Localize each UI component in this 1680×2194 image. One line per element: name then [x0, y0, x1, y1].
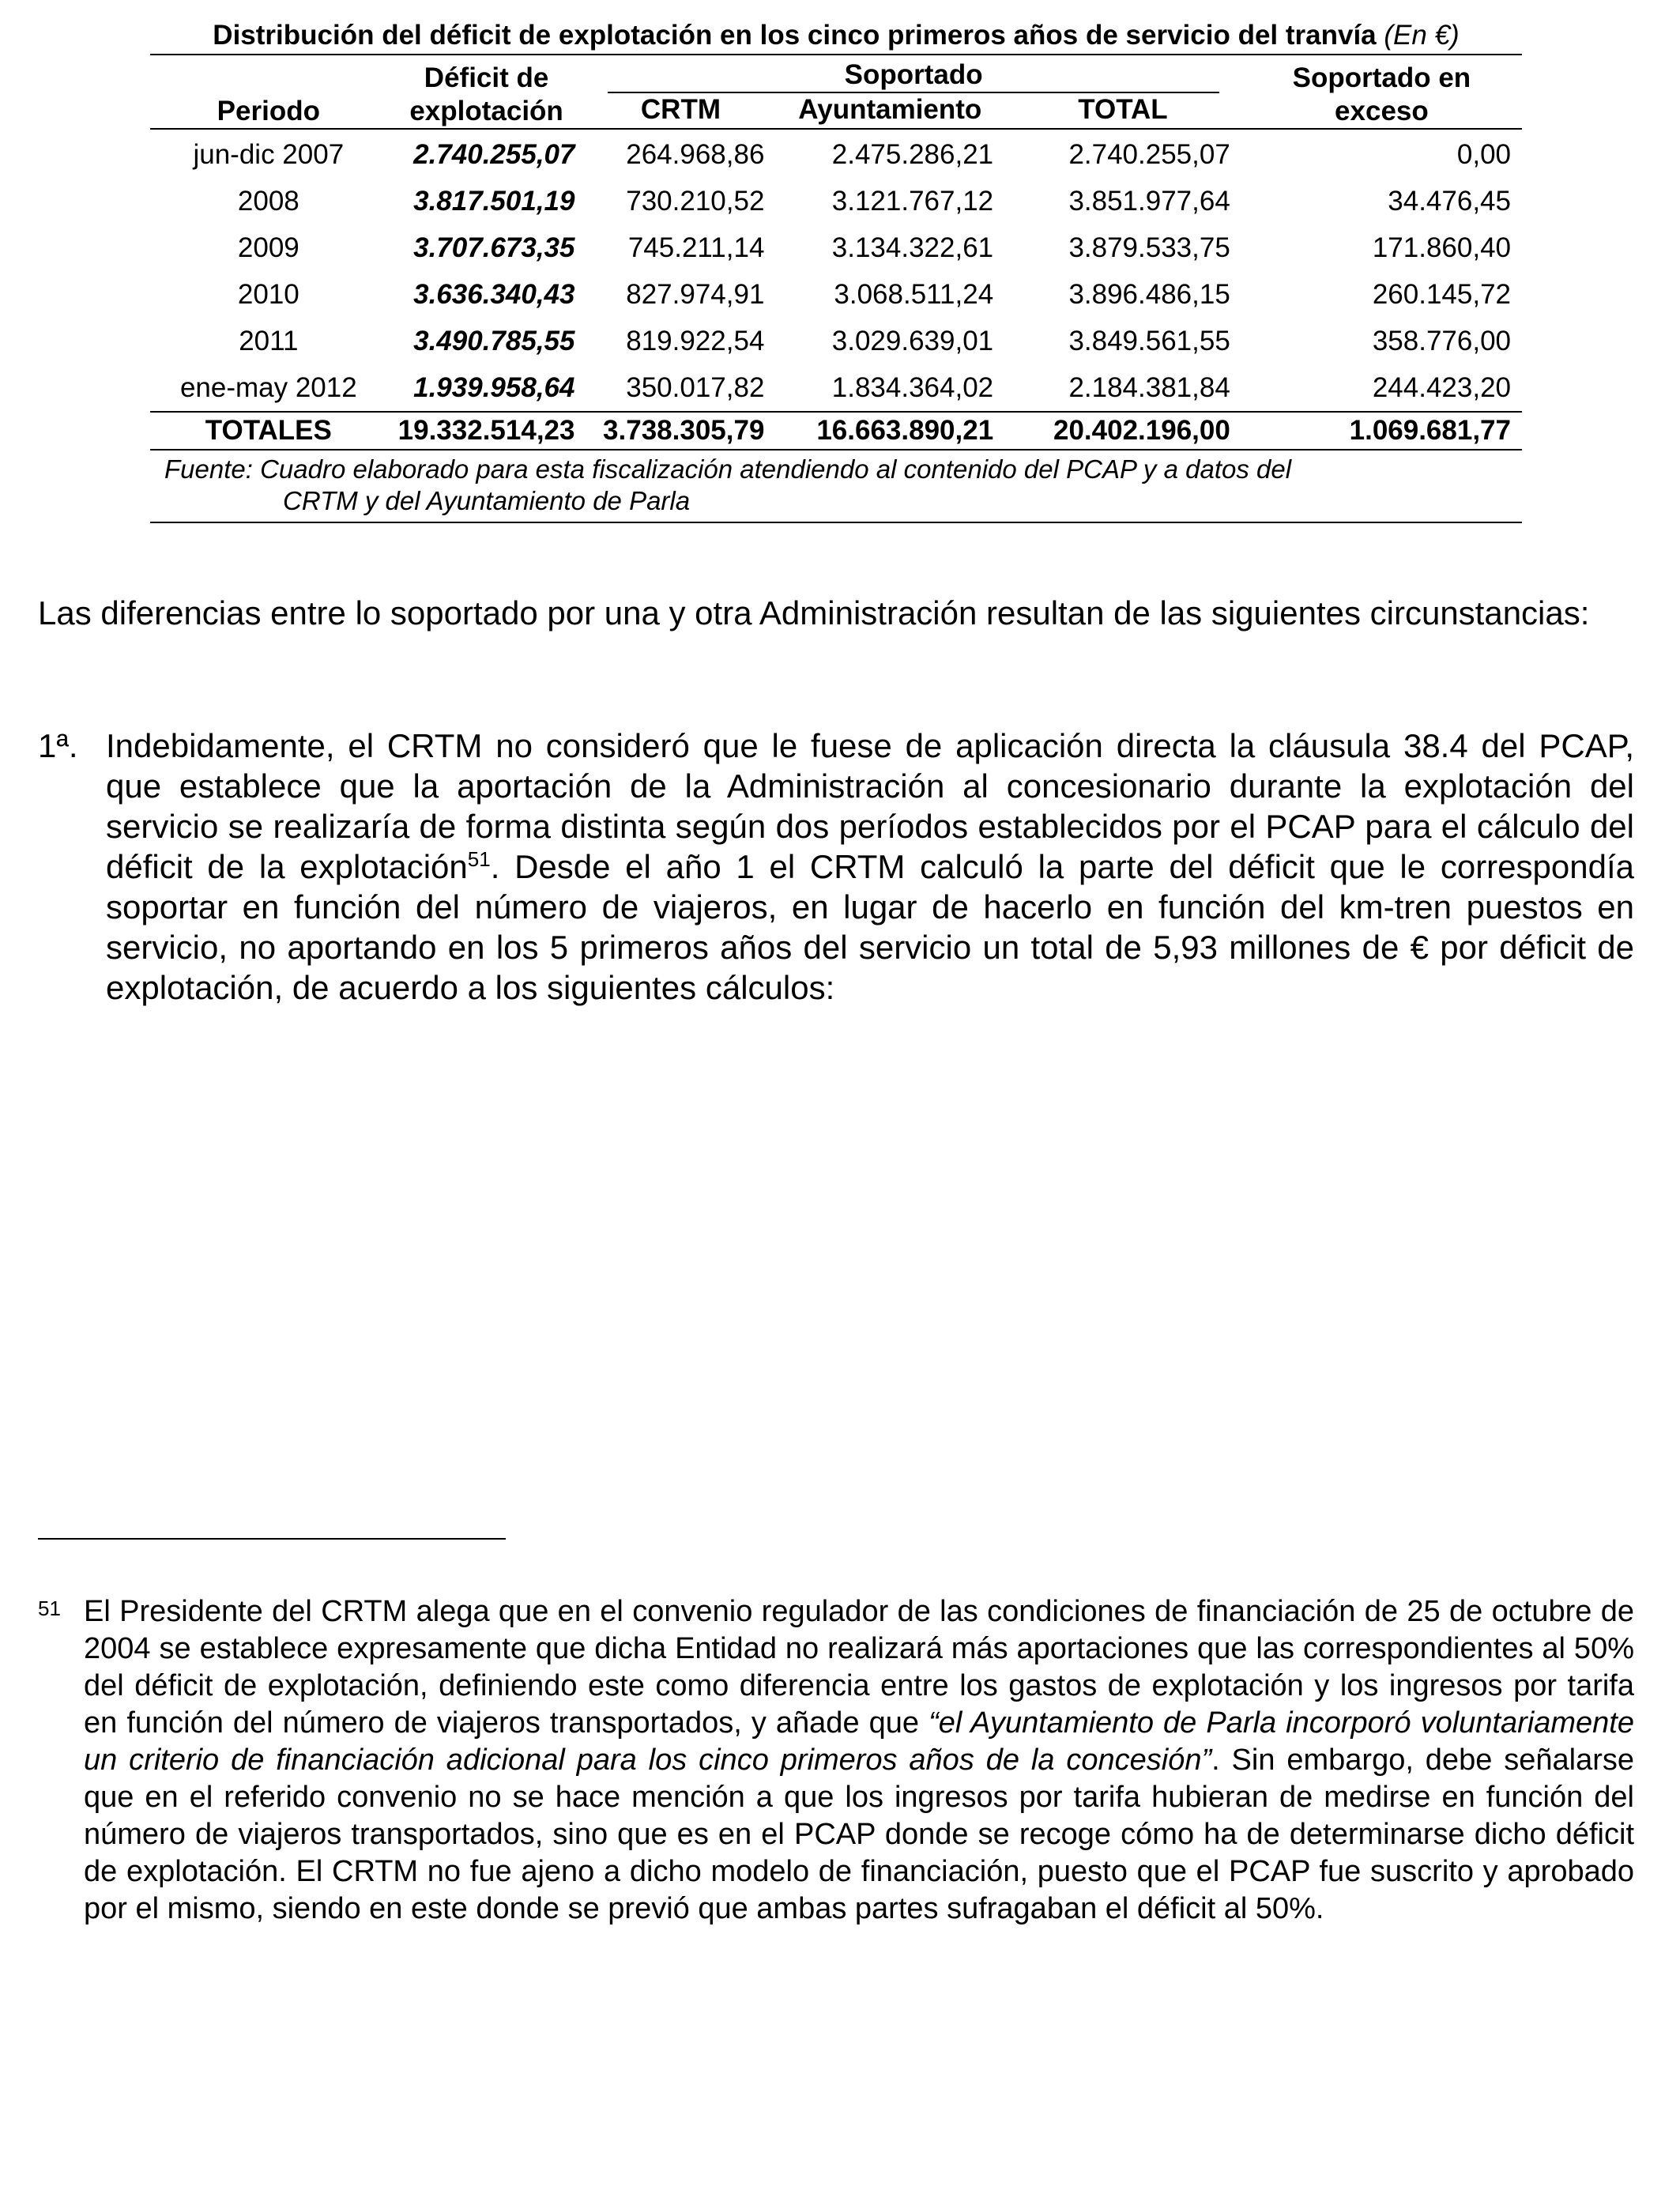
cell-exceso: 260.145,72 [1372, 279, 1511, 310]
header-soportado-label: Soportado [608, 58, 1219, 93]
totals-deficit: 19.332.514,23 [387, 412, 586, 450]
source-line-1: Fuente: Cuadro elaborado para esta fiscalización atendiendo al contenido del PCAP y a datos del [164, 454, 1292, 484]
footnote-text-1: El Presidente del CRTM alega que en el convenio regulador de las condiciones de financiación de 25 de octubre de 2004 se establece expresamente que dicha Entidad no realizará más aportaciones que las correspondientes al 50% del déficit de explotación, definiendo este como diferencia entre los gastos de explotación y los ingresos por tarifa en función del número de viajeros transportados, y añade que [84, 1595, 1634, 1740]
cell-ayuntamiento: 1.834.364,02 [831, 372, 994, 403]
cell-crtm: 745.211,14 [627, 232, 765, 263]
cell-total: 2.184.381,84 [1068, 372, 1230, 403]
item-text-before-ref: Indebidamente, el CRTM no consideró que le fuese de aplicación directa la cláusula 38.4 del PCAP, que establece que la aportación de la Administración al concesionario durante la explotación del servicio se realizaría de forma distinta según dos períodos establecidos por el PCAP para el cálculo del déficit de la explotación [106, 727, 1634, 885]
table-row [150, 318, 1522, 364]
totals-ayuntamiento: 16.663.890,21 [775, 412, 1004, 450]
cell-total: 3.851.977,64 [1068, 186, 1230, 217]
cell-periodo: jun-dic 2007 [193, 139, 345, 170]
footnote-text-2: . Sin embargo, debe señalarse que en el referido convenio no se hace mención a que los ingresos por tarifa hubieran de medirse en función del número de viajeros transportados, sino que es en el PCAP donde se recoge cómo ha de determinarse dicho déficit de explotación. El CRTM no fue ajeno a dicho modelo de financiación, puesto que el PCAP fue suscrito y aprobado por el mismo, siendo en este donde se previó que ambas partes sufragaban el déficit al 50%. [84, 1744, 1634, 1925]
cell-ayuntamiento: 3.134.322,61 [831, 232, 994, 263]
table-caption [150, 17, 1522, 55]
cell-periodo: 2011 [239, 326, 299, 356]
totals-exceso: 1.069.681,77 [1241, 412, 1522, 450]
footnote-divider [38, 1538, 506, 1540]
table-caption-text: Distribución del déficit de explotación en los cinco primeros años de servicio del tranvía [213, 20, 1377, 51]
cell-exceso: 0,00 [1456, 139, 1511, 170]
deficit-table-block [150, 17, 1522, 523]
intro-paragraph: Las diferencias entre lo soportado por una y otra Administración resultan de las siguientes circunstancias: [38, 594, 1590, 631]
source-line-2: CRTM y del Ayuntamiento de Parla [283, 486, 691, 515]
list-item [38, 726, 1634, 1008]
cell-ayuntamiento: 2.475.286,21 [831, 139, 994, 170]
cell-exceso: 34.476,45 [1388, 186, 1511, 217]
cell-crtm: 827.974,91 [626, 279, 765, 310]
totals-crtm: 3.738.305,79 [586, 412, 775, 450]
header-ayuntamiento: Ayuntamiento [775, 93, 1004, 129]
cell-deficit: 3.707.673,35 [413, 232, 575, 263]
header-crtm: CRTM [586, 93, 775, 129]
table-row [150, 271, 1522, 318]
cell-deficit: 3.490.785,55 [413, 326, 575, 356]
cell-crtm: 730.210,52 [626, 186, 765, 217]
table-source-note [150, 450, 1522, 523]
cell-deficit: 2.740.255,07 [413, 139, 575, 170]
cell-crtm: 350.017,82 [626, 372, 765, 403]
totals-label: TOTALES [150, 412, 387, 450]
table-row [150, 364, 1522, 412]
footnote-reference[interactable]: 51 [467, 847, 491, 871]
header-soportado [586, 55, 1241, 93]
cell-periodo: 2010 [237, 279, 299, 310]
cell-crtm: 819.922,54 [626, 326, 765, 356]
footnote [38, 1593, 1634, 1928]
totals-total: 20.402.196,00 [1004, 412, 1241, 450]
cell-ayuntamiento: 3.029.639,01 [831, 326, 994, 356]
item-text-after-ref: . Desde el año 1 el CRTM calculó la parte del déficit que le correspondía soportar en función del número de viajeros, en lugar de hacerlo en función del km-tren puestos en servicio, no aportando en los 5 primeros años del servicio un total de 5,93 millones de € por déficit de explotación, de acuerdo a los siguientes cálculos: [106, 848, 1634, 1006]
table-caption-unit: (En €) [1384, 20, 1460, 51]
cell-total: 3.849.561,55 [1068, 326, 1230, 356]
header-deficit: Déficit de explotación [387, 55, 586, 129]
cell-total: 3.879.533,75 [1068, 232, 1230, 263]
cell-exceso: 358.776,00 [1372, 326, 1511, 356]
header-periodo: Periodo [150, 55, 387, 129]
cell-periodo: ene-may 2012 [179, 372, 357, 403]
cell-deficit: 3.636.340,43 [413, 279, 575, 310]
cell-deficit: 3.817.501,19 [413, 186, 575, 217]
cell-deficit: 1.939.958,64 [413, 372, 575, 403]
cell-total: 2.740.255,07 [1068, 139, 1230, 170]
cell-periodo: 2008 [237, 186, 299, 217]
cell-periodo: 2009 [237, 232, 299, 263]
cell-exceso: 244.423,20 [1372, 372, 1511, 403]
deficit-table [150, 55, 1522, 450]
list-item-body [106, 726, 1634, 1008]
footnote-quote: “el Ayuntamiento de Parla incorporó voluntariamente un criterio de financiación adicional para los cinco primeros años de la concesión” [84, 1706, 1634, 1777]
cell-ayuntamiento: 3.068.511,24 [834, 279, 994, 310]
footnote-number: 51 [38, 1596, 61, 1620]
header-exceso: Soportado en exceso [1241, 55, 1522, 129]
list-marker: 1ª. [38, 727, 78, 764]
cell-crtm: 264.968,86 [626, 139, 765, 170]
cell-ayuntamiento: 3.121.767,12 [831, 186, 994, 217]
table-row [150, 129, 1522, 178]
table-row [150, 224, 1522, 271]
totals-row [150, 412, 1522, 450]
table-body [150, 129, 1522, 450]
table-row [150, 178, 1522, 224]
cell-total: 3.896.486,15 [1068, 279, 1230, 310]
footnote-body [84, 1593, 1634, 1928]
header-total: TOTAL [1004, 93, 1241, 129]
cell-exceso: 171.860,40 [1372, 232, 1511, 263]
